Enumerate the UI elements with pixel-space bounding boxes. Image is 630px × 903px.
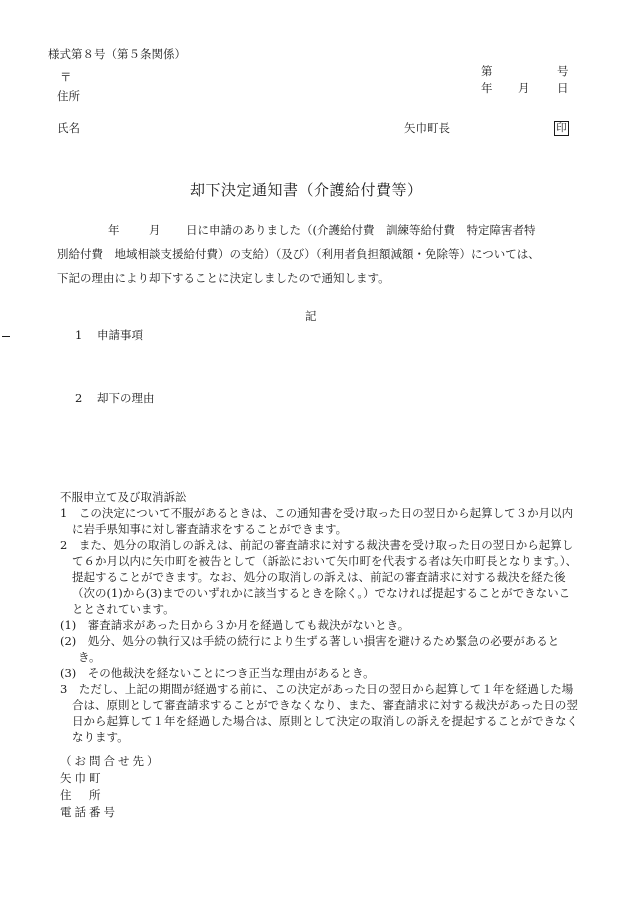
contact-heading: （お問合せ先）: [60, 754, 162, 768]
issuer-name: 矢巾町長: [404, 121, 450, 135]
appeal-subitem-2: (2) 処分、処分の執行又は手続の続行により生ずる著しい損害を避けるため緊急の必要があるとき。: [60, 634, 560, 664]
body-line-2: 別給付費 地域相談支援給付費）の支給）（及び）（利用者負担額減額・免除等）については、: [57, 247, 540, 261]
appeal-paragraph-3: 3 ただし、上記の期間が経過する前に、この決定があった日の翌日から起算して１年を経過した場合は、原則として審査請求することができなくなり、また、審査請求に対する裁決があった日の翌日から起算して１年を経過した場合は、原則として決定の取消しの訴えを提起することができなくなります。: [60, 682, 578, 744]
date-year: 年: [481, 81, 493, 95]
contact-block: [60, 753, 162, 821]
postal-mark: 〒: [60, 70, 72, 84]
form-number: 様式第８号（第５条関係）: [48, 47, 186, 61]
item-1-label: 申請事項: [97, 328, 143, 342]
date-month: 月: [518, 81, 530, 95]
item-1-number: 1: [75, 328, 83, 342]
application-year: 年: [108, 223, 120, 237]
appeal-subitem-3: (3) その他裁決を経ないことにつき正当な理由があるとき。: [60, 666, 375, 680]
appeal-heading: 不服申立て及び取消訴訟: [60, 490, 187, 504]
doc-number-suffix: 号: [557, 64, 569, 78]
item-2-number: 2: [75, 391, 83, 405]
appeal-paragraph-2: 2 また、処分の取消しの訴えは、前記の審査請求に対する裁決書を受け取った日の翌日から起算して６か月以内に矢巾町を被告として（訴訟において矢巾町を代表する者は矢巾町長となります。）、提起することができます。なお、処分の取消しの訴えは、前記の審査請求に対する裁決を経た後（次の(1)から(3)までのいずれかに該当するときを除く。）でなければ提起することができないこととされています。: [60, 538, 578, 616]
document-title: 却下決定通知書（介護給付費等）: [190, 181, 423, 199]
ki-label: 記: [305, 309, 317, 323]
doc-number-prefix: 第: [481, 64, 493, 78]
item-2-label: 却下の理由: [97, 391, 155, 405]
contact-phone: 電話番号: [60, 805, 118, 819]
name-label: 氏名: [57, 121, 80, 135]
address-label: 住所: [57, 89, 80, 103]
application-month: 月: [149, 223, 161, 237]
date-day: 日: [557, 81, 569, 95]
appeal-paragraph-1: 1 この決定について不服があるときは、この通知書を受け取った日の翌日から起算して３か月以内に岩手県知事に対し審査請求をすることができます。: [60, 506, 574, 536]
body-line-3: 下記の理由により却下することに決定しましたので通知します。: [57, 271, 390, 285]
contact-org: 矢巾町: [60, 771, 104, 785]
appeal-notice: [60, 489, 580, 745]
contact-address: 住 所: [60, 788, 104, 802]
body-line-1: 日に申請のありました（(介護給付費 訓練等給付費 特定障害者特: [186, 223, 536, 237]
appeal-subitem-1: (1) 審査請求があった日から３か月を経過しても裁決がないとき。: [60, 618, 410, 632]
margin-dash: [2, 336, 10, 337]
seal-mark: 印: [554, 121, 569, 136]
